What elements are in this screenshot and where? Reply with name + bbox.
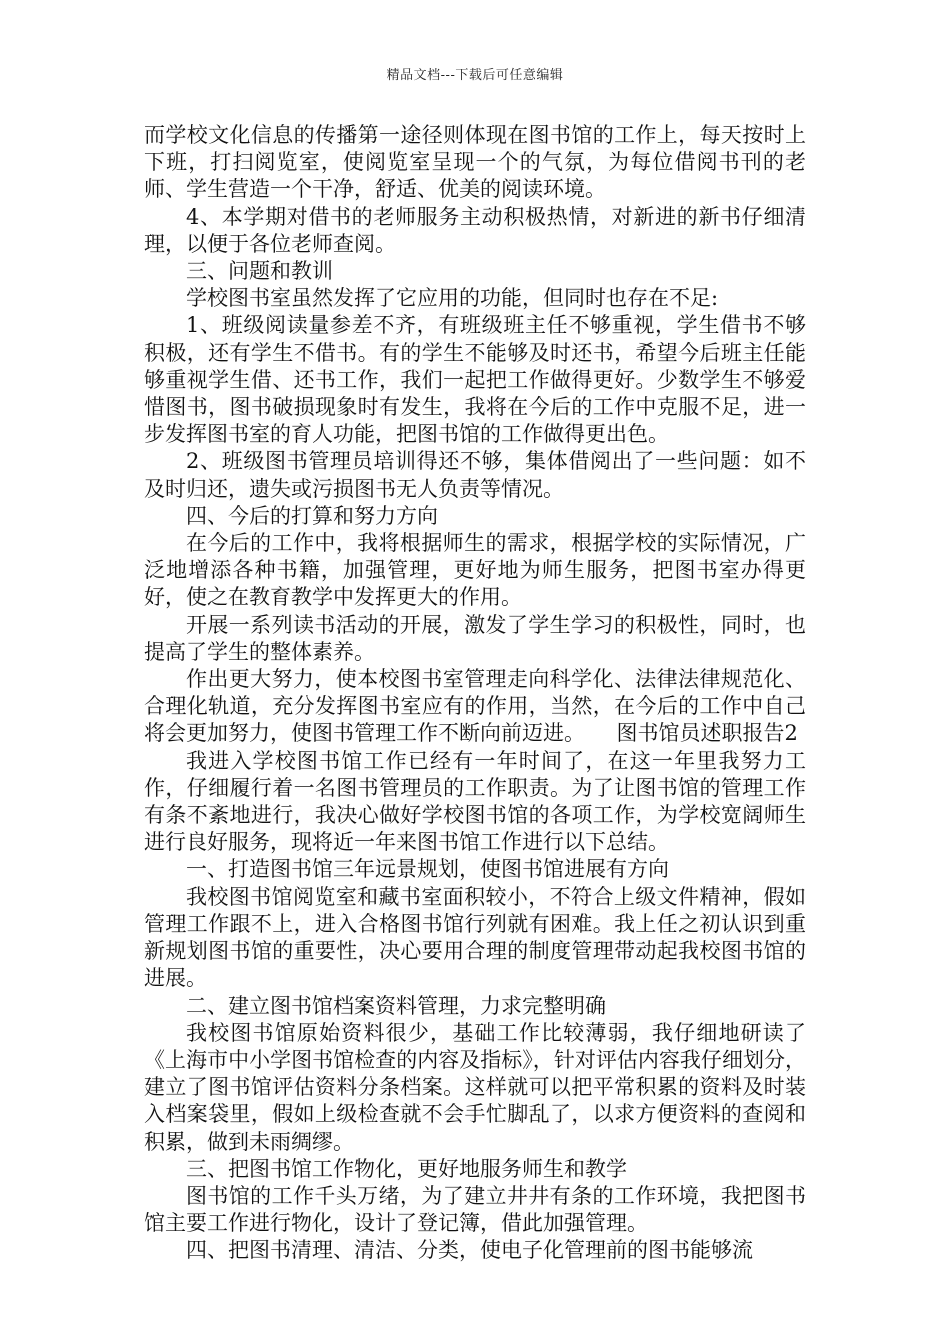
- section-heading-planning: 一、打造图书馆三年远景规划，使图书馆进展有方向: [186, 857, 669, 882]
- document-body: [144, 122, 806, 1265]
- page-header: 精品文档---下载后可任意编辑: [386, 68, 564, 83]
- paragraph-15: 我校图书馆原始资料很少，基础工作比较薄弱，我仔细地研读了《上海市中小学图书馆检查的内容及指标》，针对评估内容我仔细划分，建立了图书馆评估资料分条档案。这样就可以把平常积累的资料及时装入档案袋里，假如上级检查就不会手忙脚乱了，以求方便资料的查阅和积累，做到未雨绸缪。: [144, 1020, 806, 1154]
- section-heading-materialize: 三、把图书馆工作物化，更好地服务师生和教学: [186, 1156, 627, 1181]
- paragraph-5: 1、班级阅读量参差不齐，有班级班主任不够重视，学生借书不够积极，还有学生不借书。有的学生不能够及时还书，希望今后班主任能够重视学生借、还书工作，我们一起把工作做得更好。少数学生不够爱惜图书，图书破损现象时有发生，我将在今后的工作中克服不足，进一步发挥图书室的育人功能，把图书馆的工作做得更出色。: [144, 313, 806, 447]
- section-heading-plans: 四、今后的打算和努力方向: [186, 503, 438, 528]
- section-heading-archives: 二、建立图书馆档案资料管理，力求完整明确: [186, 993, 606, 1018]
- paragraph-10: 作出更大努力，使本校图书室管理走向科学化、法律法律规范化、合理化轨道，充分发挥图书室应有的作用，当然，在今后的工作中自己将会更加努力，使图书管理工作不断向前迈进。 图书馆员述职报告2: [144, 667, 806, 746]
- paragraph-9: 开展一系列读书活动的开展，激发了学生学习的积极性，同时，也提高了学生的整体素养。: [144, 612, 806, 664]
- paragraph-8: 在今后的工作中，我将根据师生的需求，根据学校的实际情况，广泛地增添各种书籍，加强管理，更好地为师生服务，把图书室办得更好，使之在教育教学中发挥更大的作用。: [144, 531, 806, 610]
- paragraph-1: 而学校文化信息的传播第一途径则体现在图书馆的工作上，每天按时上下班，打扫阅览室，使阅览室呈现一个的气氛，为每位借阅书刊的老师、学生营造一个干净，舒适、优美的阅读环境。: [144, 123, 806, 202]
- paragraph-17: 图书馆的工作千头万绪，为了建立井井有条的工作环境，我把图书馆主要工作进行物化，设计了登记簿，借此加强管理。: [144, 1183, 806, 1236]
- paragraph-2: 4、本学期对借书的老师服务主动积极热情，对新进的新书仔细清理，以便于各位老师查阅。: [144, 204, 806, 256]
- paragraph-11: 我进入学校图书馆工作已经有一年时间了，在这一年里我努力工作，仔细履行着一名图书管理员的工作职责。为了让图书馆的管理工作有条不紊地进行，我决心做好学校图书馆的各项工作，为学校宽阔师生进行良好服务，现将近一年来图书馆工作进行以下总结。: [144, 748, 806, 855]
- paragraph-4: 学校图书室虽然发挥了它应用的功能，但同时也存在不足:: [186, 286, 719, 311]
- paragraph-13: 我校图书馆阅览室和藏书室面积较小，不符合上级文件精神，假如管理工作跟不上，进入合格图书馆行列就有困难。我上任之初认识到重新规划图书馆的重要性，决心要用合理的制度管理带动起我校图书馆的进展。: [144, 884, 806, 991]
- paragraph-6: 2、班级图书管理员培训得还不够，集体借阅出了一些问题：如不及时归还，遗失或污损图书无人负责等情况。: [144, 449, 806, 501]
- section-heading-cleanup: 四、把图书清理、清洁、分类，使电子化管理前的图书能够流: [186, 1238, 753, 1263]
- section-heading-problems: 三、问题和教训: [186, 259, 333, 284]
